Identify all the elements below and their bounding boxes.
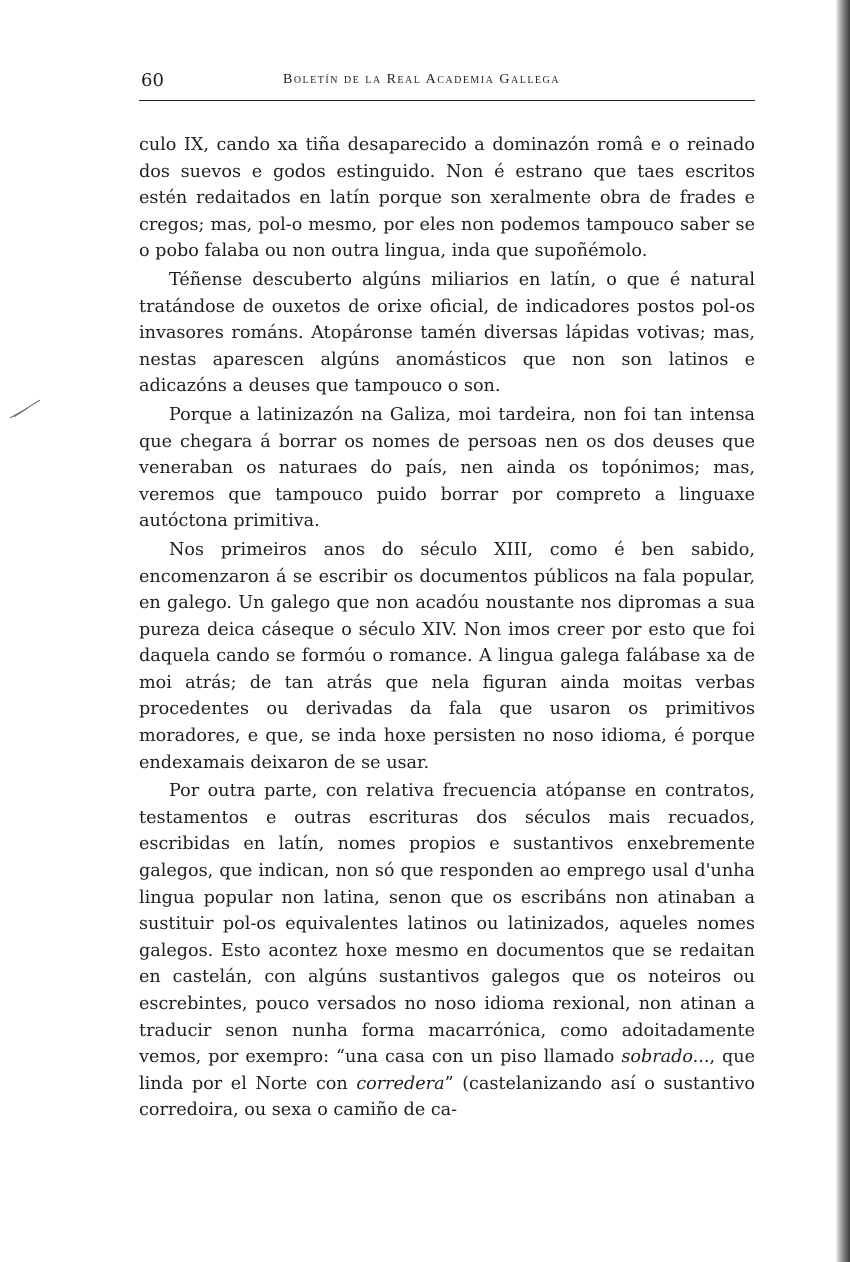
paragraph-5-start: Por outra parte, con relativa frecuencia atópanse en contratos, testamentos e outras escrituras dos séculos mais recuados, escribidas en latín, nomes propios e sustantivos enxebremente galegos, que indican, non só que responden ao emprego usal d'unha lingua popular non latina, senon que os escribáns non atinaban a sustituir pol-os equivalentes latinos ou latinizados, aqueles nomes galegos. Esto acontez hoxe mesmo en documentos que se redaitan en castelán, con algúns sustantivos galegos que os noteiros ou escrebintes, pouco versados no noso idioma rexional, non atinan a traducir senon nunha forma macarrónica, como adoitadamente vemos, por exempro: “una casa con un piso llamado	[139, 781, 755, 1068]
page-number: 60	[141, 70, 164, 91]
journal-title: Boletín de la Real Academia Gallega	[283, 72, 560, 87]
italic-term-sobrado: sobrado...	[621, 1047, 710, 1068]
paragraph-5-mid: , que linda por el Norte con	[139, 1047, 755, 1094]
scan-page-edge	[836, 0, 850, 1262]
running-head	[139, 70, 755, 100]
paragraph-1: culo IX, cando xa tiña desaparecido a dominazón româ e o reinado dos suevos e godos estinguido. Non é estrano que taes escritos estén redaitados en latín porque son xeralmente obra de frades e cregos; mas, pol-o mesmo, por eles non podemos tampouco saber se o pobo falaba ou non outra lingua, inda que supoñémolo.	[139, 135, 755, 262]
margin-pencil-mark	[8, 398, 42, 420]
header-rule	[139, 100, 755, 101]
italic-term-corredera: corredera	[356, 1073, 445, 1094]
paragraph-3: Porque a latinizazón na Galiza, moi tardeira, non foi tan intensa que chegara á borrar os nomes de persoas nen os dos deuses que veneraban os naturaes do país, nen ainda os topónimos; mas, veremos que tampouco puido borrar por compreto a linguaxe autóctona primitiva.	[139, 404, 755, 532]
body-text	[139, 132, 755, 1124]
paragraph-5-end: ” (castelanizando así o sustantivo corredoira, ou sexa o camiño de ca-	[139, 1073, 755, 1121]
paragraph-5	[139, 778, 755, 1124]
paragraph-2: Téñense descuberto algúns miliarios en latín, o que é natural tratándose de ouxetos de orixe oficial, de indicadores postos pol-os invasores románs. Atopáronse tamén diversas lápidas votivas; mas, nestas aparescen algúns anomásticos que non son latinos e adicazóns a deuses que tampouco o son.	[139, 269, 755, 397]
paragraph-4: Nos primeiros anos do século XIII, como é ben sabido, encomenzaron á se escribir os documentos públicos na fala popular, en galego. Un galego que non acadóu noustante nos dipromas a sua pureza deica cáseque o século XIV. Non imos creer por esto que foi daquela cando se formóu o romance. A lingua galega falábase xa de moi atrás; de tan atrás que nela figuran ainda moitas verbas procedentes ou derivadas da fala que usaron os primitivos moradores, e que, se inda hoxe persisten no noso idioma, é porque endexamais deixaron de se usar.	[139, 539, 755, 773]
